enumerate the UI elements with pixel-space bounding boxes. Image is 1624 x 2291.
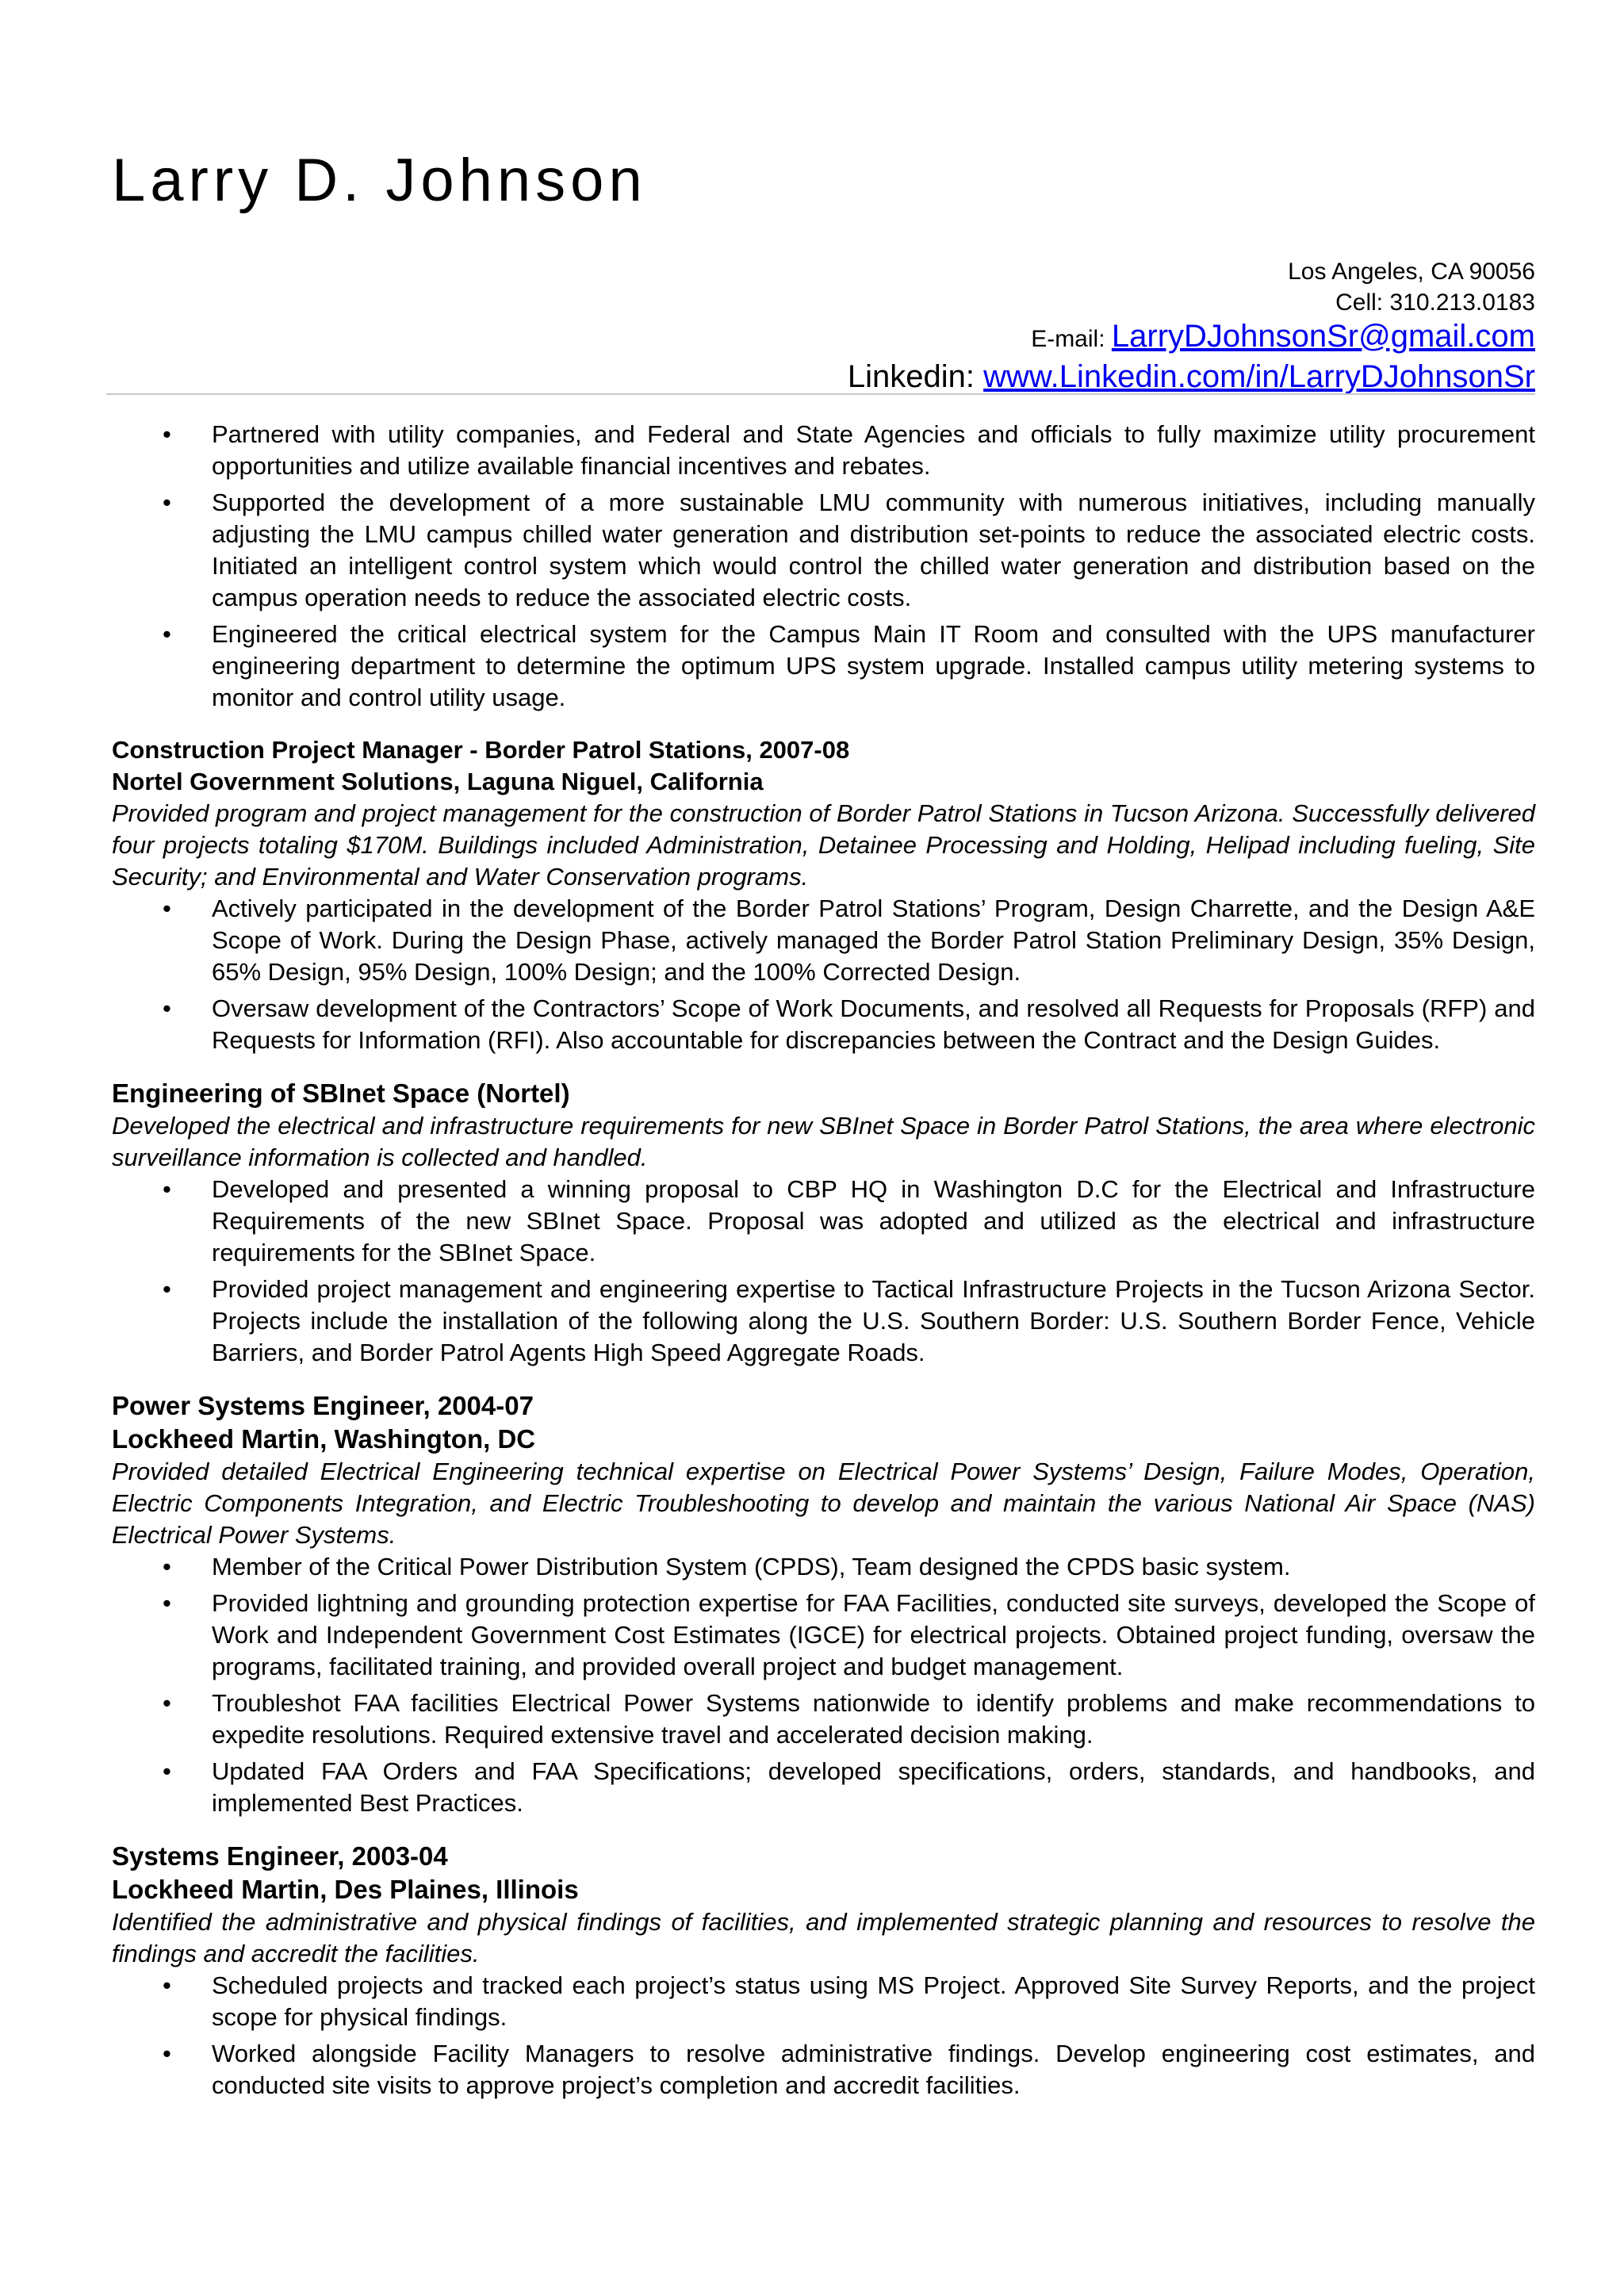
cell-phone: Cell: 310.213.0183 <box>1335 289 1535 316</box>
job-title: Systems Engineer, 2003-04 <box>112 1841 448 1871</box>
list-item: • Supported the development of a more sustainable LMU community with numerous initiatives, including manually adjusting the LMU campus chilled water generation and distribution set-points to reduce the associated electric costs. Initiated an intelligent control system which would control the chilled water generation and distribution based on the campus operation needs to reduce the associated electric costs. <box>112 487 1535 614</box>
email-link[interactable]: LarryDJohnsonSr@gmail.com <box>1111 319 1535 354</box>
list-item: • Provided project management and engineering expertise to Tactical Infrastructure Projects in the Tucson Arizona Sector. Projects include the installation of the following along the U.S. Southern Border: U.S. Southern Border Fence, Vehicle Barriers, and Border Patrol Agents High Speed Aggregate Roads. <box>112 1274 1535 1369</box>
experience-section <box>112 734 1535 1056</box>
list-item: • Engineered the critical electrical system for the Campus Main IT Room and consulted with the UPS manufacturer engineering department to determine the optimum UPS system upgrade. Installed campus utility metering systems to monitor and control utility usage. <box>112 619 1535 714</box>
job-description: Provided detailed Electrical Engineering technical expertise on Electrical Power Systems’ Design, Failure Modes, Operation, Electric Components Integration, and Electric Troubleshooting to develop and maintain the various National Air Space (NAS) Electrical Power Systems. <box>112 1458 1535 1549</box>
email-line <box>848 318 1535 358</box>
bullet-list <box>112 893 1535 1056</box>
list-item: • Actively participated in the development of the Border Patrol Stations’ Program, Design Charrette, and the Design A&E Scope of Work. During the Design Phase, actively managed the Border Patrol Station Preliminary Design, 35% Design, 65% Design, 95% Design, 100% Design; and the 100% Corrected Design. <box>112 893 1535 988</box>
job-title: Power Systems Engineer, 2004-07 <box>112 1391 534 1420</box>
linkedin-link[interactable]: www.Linkedin.com/in/LarryDJohnsonSr <box>983 359 1535 394</box>
company-line: Nortel Government Solutions, Laguna Niguel, California <box>112 768 764 795</box>
job-title: Construction Project Manager - Border Patrol Stations, 2007-08 <box>112 736 850 764</box>
linkedin-label: Linkedin: <box>847 359 984 394</box>
bullet-list <box>112 1551 1535 1819</box>
list-item: • Scheduled projects and tracked each project’s status using MS Project. Approved Site Survey Reports, and the project scope for physical findings. <box>112 1970 1535 2033</box>
experience-section <box>112 1389 1535 1819</box>
list-item: • Worked alongside Facility Managers to resolve administrative findings. Develop engineering cost estimates, and conducted site visits to approve project’s completion and accredit facilities. <box>112 2038 1535 2101</box>
email-label: E-mail: <box>1031 326 1112 352</box>
bullet-list <box>112 1174 1535 1369</box>
list-item: • Developed and presented a winning proposal to CBP HQ in Washington D.C for the Electrical and Infrastructure Requirements of the new SBInet Space. Proposal was adopted and utilized as the electrical and infrastructure requirements for the SBInet Space. <box>112 1174 1535 1269</box>
candidate-name: Larry D. Johnson <box>112 147 647 214</box>
experience-section <box>112 1077 1535 1369</box>
company-line: Lockheed Martin, Washington, DC <box>112 1424 536 1454</box>
intro-bullet-list <box>112 419 1535 714</box>
job-description: Provided program and project management for the construction of Border Patrol Stations in Tucson Arizona. Successfully delivered four projects totaling $170M. Buildings included Administration, Detainee Processing and Holding, Helipad including fueling, Site Security; and Environmental and Water Conservation programs. <box>112 799 1535 891</box>
header-divider <box>106 393 1535 395</box>
list-item: • Oversaw development of the Contractors’ Scope of Work Documents, and resolved all Requests for Proposals (RFP) and Requests for Information (RFI). Also accountable for discrepancies between the Contract and the Design Guides. <box>112 993 1535 1056</box>
address: Los Angeles, CA 90056 <box>1288 259 1535 285</box>
list-item: • Troubleshot FAA facilities Electrical Power Systems nationwide to identify problems and make recommendations to expedite resolutions. Required extensive travel and accelerated decision making. <box>112 1688 1535 1751</box>
list-item: • Updated FAA Orders and FAA Specifications; developed specifications, orders, standards, and handbooks, and implemented Best Practices. <box>112 1756 1535 1819</box>
job-description: Identified the administrative and physical findings of facilities, and implemented strategic planning and resources to resolve the findings and accredit the facilities. <box>112 1908 1535 1967</box>
linkedin-line <box>848 358 1535 396</box>
job-description: Developed the electrical and infrastructure requirements for new SBInet Space in Border Patrol Stations, the area where electronic surveillance information is collected and handled. <box>112 1112 1535 1171</box>
company-line: Lockheed Martin, Des Plaines, Illinois <box>112 1875 579 1904</box>
list-item: • Partnered with utility companies, and Federal and State Agencies and officials to fully maximize utility procurement opportunities and utilize available financial incentives and rebates. <box>112 419 1535 482</box>
experience-section <box>112 1840 1535 2101</box>
list-item: • Member of the Critical Power Distribution System (CPDS), Team designed the CPDS basic system. <box>112 1551 1535 1583</box>
job-title: Engineering of SBInet Space (Nortel) <box>112 1078 570 1108</box>
list-item: • Provided lightning and grounding protection expertise for FAA Facilities, conducted site surveys, developed the Scope of Work and Independent Government Cost Estimates (IGCE) for electrical projects. Obtained project funding, oversaw the programs, facilitated training, and provided overall project and budget management. <box>112 1588 1535 1683</box>
bullet-list <box>112 1970 1535 2101</box>
resume-content <box>112 419 1535 2106</box>
contact-block <box>848 256 1535 396</box>
